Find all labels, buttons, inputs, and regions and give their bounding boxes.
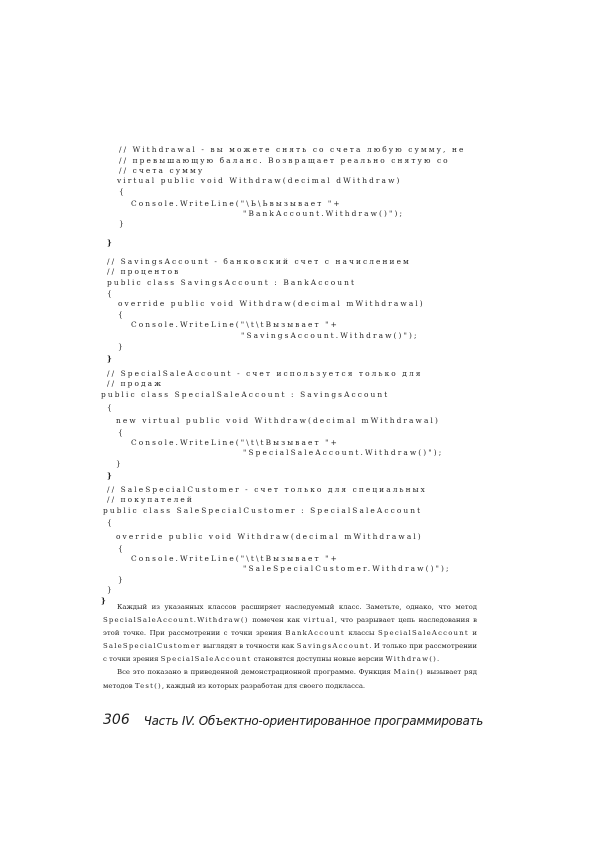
inline-code: Withdraw() xyxy=(385,655,437,664)
code-line: } xyxy=(119,219,126,228)
text-run: становятся доступны новые версии xyxy=(251,655,386,664)
code-line: "SavingsAccount.Withdraw()"); xyxy=(241,331,419,340)
code-line: public class SavingsAccount : BankAccount xyxy=(107,278,357,287)
code-line: // SavingsAccount - банковский счет с начислением xyxy=(107,257,411,266)
text-run: Все это показано в приведенной демонстрационной программе. Функция xyxy=(117,668,394,677)
code-line: // превышающую баланс. Возвращает реально снятую со xyxy=(119,156,450,165)
code-line: new virtual public void Withdraw(decimal mWithdrawal) xyxy=(116,416,440,425)
page-number: 306 xyxy=(103,712,130,728)
code-line: // Withdrawal - вы можете снять со счета любую сумму, не xyxy=(119,145,466,154)
code-line: { xyxy=(118,428,125,437)
page-footer xyxy=(103,712,483,732)
code-line: override public void Withdraw(decimal mWithdrawal) xyxy=(118,299,425,308)
text-run: вызывает ряд методов xyxy=(103,668,478,690)
code-line: { xyxy=(107,289,114,298)
inline-code: SpecialSaleAccount xyxy=(378,629,469,638)
code-line: "BankAccount.Withdraw()"); xyxy=(243,209,405,218)
code-line: public class SpecialSaleAccount : SavingsAccount xyxy=(101,390,390,399)
code-line: Console.WriteLine("\t\tВызывает "+ xyxy=(131,438,339,447)
chapter-title: Часть IV. Объектно-ориентированное программировать xyxy=(143,714,483,728)
code-line: // покупателей xyxy=(107,495,194,504)
code-line: { xyxy=(107,518,114,527)
code-line: // SaleSpecialCustomer - счет только для специальных xyxy=(107,485,427,494)
code-line: virtual public void Withdraw(decimal dWithdraw) xyxy=(117,176,402,185)
code-line: } xyxy=(101,596,108,605)
code-line: } xyxy=(118,342,125,351)
code-line: // продаж xyxy=(107,379,164,388)
code-line: // счета сумму xyxy=(119,166,205,175)
paragraph xyxy=(103,601,477,666)
inline-code: SaleSpecialCustomer xyxy=(103,642,201,651)
code-line: "SpecialSaleAccount.Withdraw()"); xyxy=(243,448,444,457)
text-run: . xyxy=(437,655,440,664)
text-run: Каждый из указанных классов расширяет наследуемый класс. Заметьте, однако, что метод xyxy=(117,603,477,611)
code-line: } xyxy=(116,459,123,468)
inline-code: Main() xyxy=(393,668,424,677)
inline-code: SpecialSaleAccount.Withdraw() xyxy=(103,616,249,625)
body-text xyxy=(103,601,477,693)
code-line: Console.WriteLine("\t\tВызывает "+ xyxy=(131,320,339,329)
paragraph xyxy=(103,666,477,692)
code-line: } xyxy=(118,575,125,584)
code-line: "SaleSpecialCustomer.Withdraw()"); xyxy=(243,564,451,573)
inline-code: SpecialSaleAccount xyxy=(160,655,252,664)
code-line: Console.WriteLine("\Ь\Ьвызывает "+ xyxy=(131,199,342,208)
code-line: { xyxy=(118,544,125,553)
code-line: } xyxy=(107,354,114,363)
code-line: Console.WriteLine("\t\tВызывает "+ xyxy=(131,554,339,563)
inline-code: BankAccount xyxy=(285,629,345,638)
inline-code: virtual xyxy=(303,616,335,625)
text-run: , каждый из которых разработан для своего подкласса. xyxy=(161,681,366,690)
inline-code: SavingsAccount xyxy=(296,642,370,651)
inline-code: Test() xyxy=(134,681,162,690)
text-run: и xyxy=(468,629,477,638)
text-run: , что разрывает цепь наследования в этой точке. При рассмотрении с точки зрения xyxy=(103,616,477,638)
code-line: // процентов xyxy=(107,267,181,276)
text-run: классы xyxy=(344,629,379,638)
code-line: } xyxy=(107,238,114,247)
code-line: { xyxy=(107,403,114,412)
code-line: { xyxy=(119,187,126,196)
code-line: } xyxy=(107,471,114,480)
text-run: выглядят в точности как xyxy=(200,642,297,651)
text-run: помечен как xyxy=(248,616,304,625)
code-line: public class SaleSpecialCustomer : SpecialSaleAccount xyxy=(103,506,423,515)
code-line: { xyxy=(118,310,125,319)
text-run: . И только при рассмотрении с точки зрения xyxy=(103,642,477,664)
code-line: // SpecialSaleAccount - счет используется только для xyxy=(107,369,423,378)
code-line: override public void Withdraw(decimal mWithdrawal) xyxy=(116,532,423,541)
code-line: } xyxy=(107,585,114,594)
